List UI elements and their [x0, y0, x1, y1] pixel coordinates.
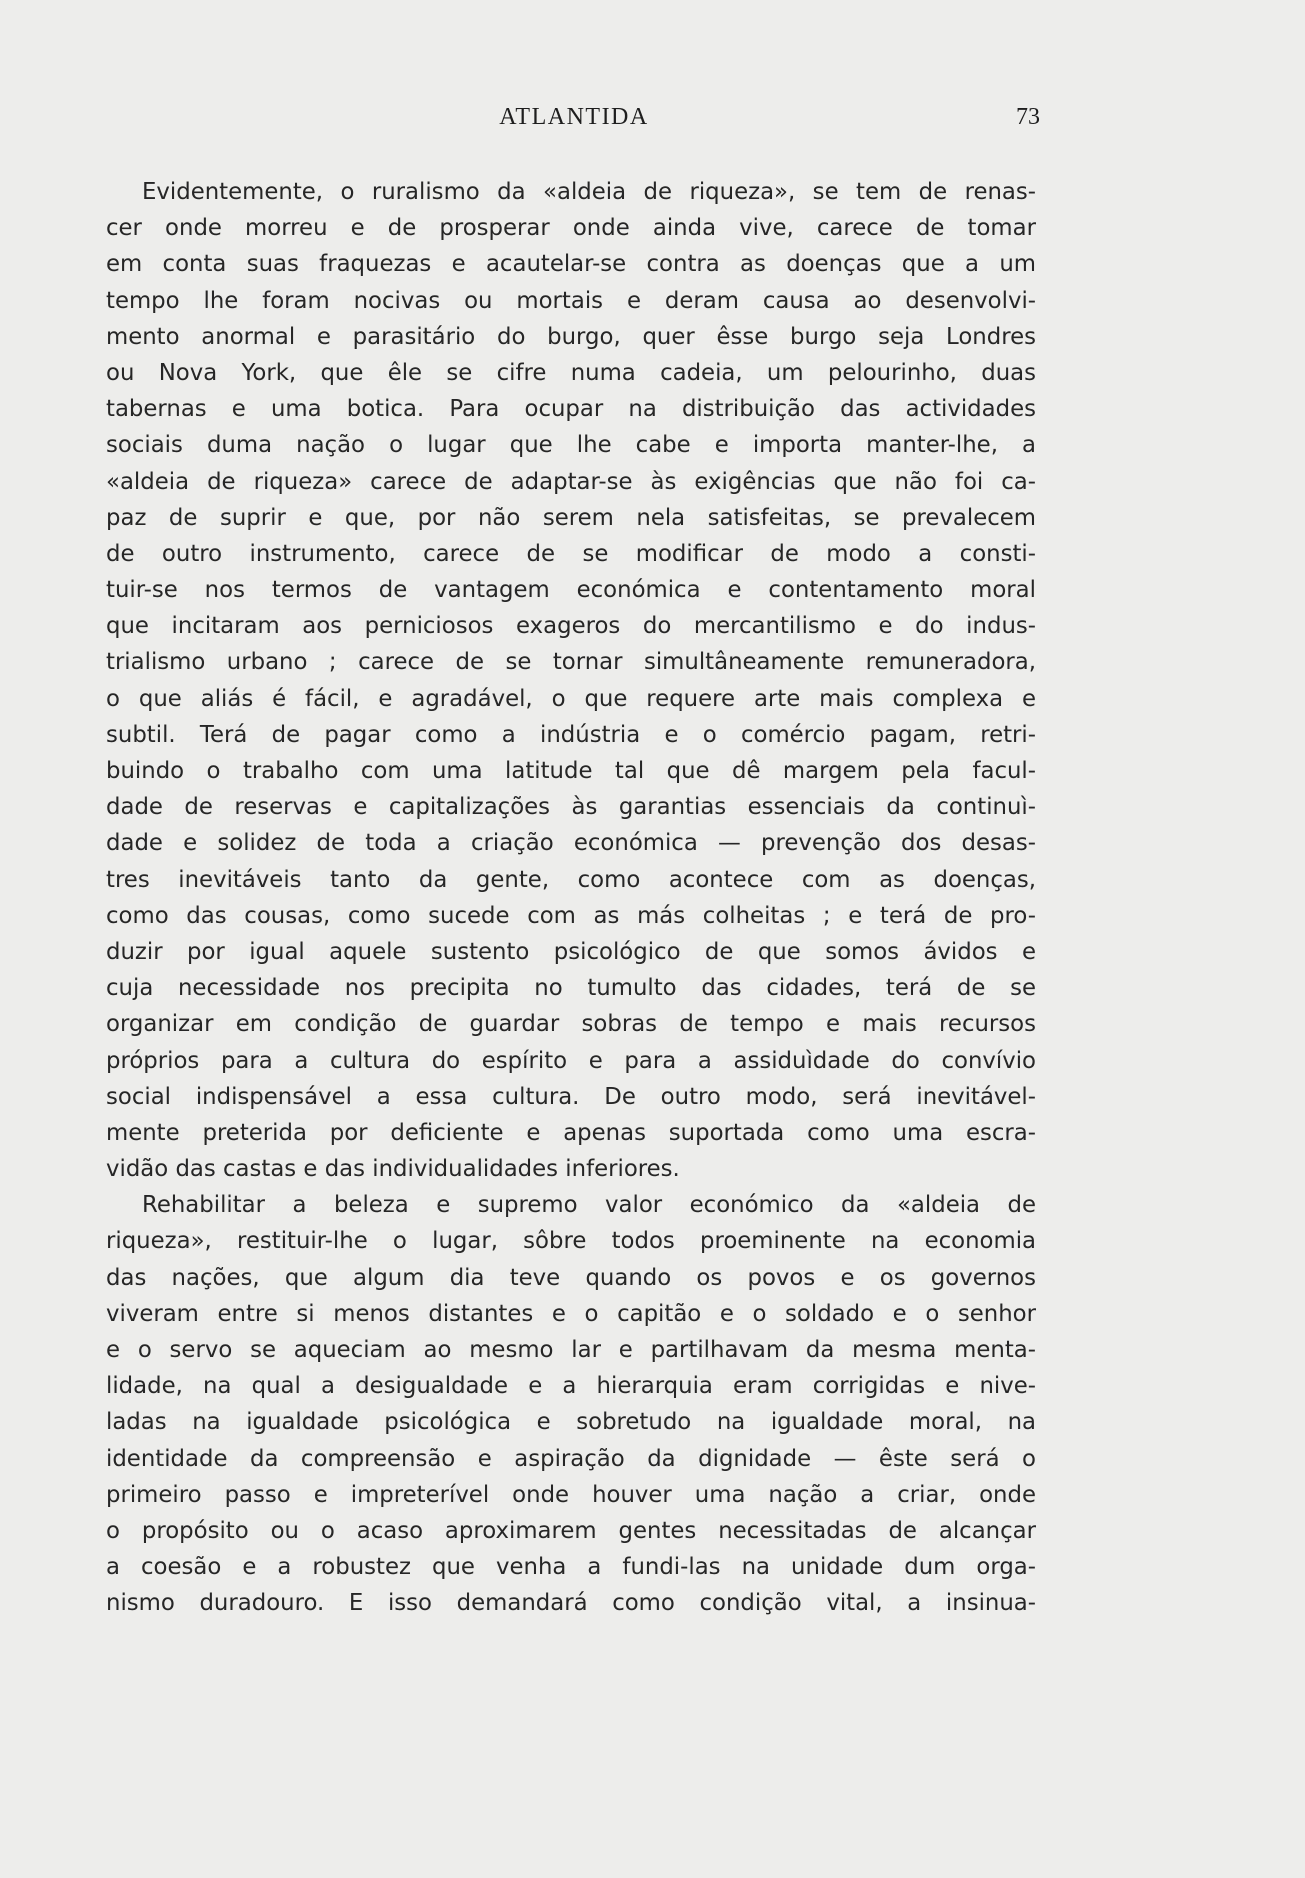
text-line: cer onde morreu e de prosperar onde ainda vive, carece de tomar [106, 215, 1036, 242]
text-line: Rehabilitar a beleza e supremo valor económico da «aldeia de [142, 1192, 1036, 1219]
text-line: mento anormal e parasitário do burgo, quer êsse burgo seja Londres [106, 323, 1036, 350]
text-line: organizar em condição de guardar sobras de tempo e mais recursos [106, 1011, 1036, 1038]
text-line: tempo lhe foram nocivas ou mortais e deram causa ao desenvolvi- [106, 287, 1036, 314]
text-line: tuir-se nos termos de vantagem económica e contentamento moral [106, 577, 1036, 604]
page-number: 73 [1016, 104, 1040, 130]
text-line: mente preterida por deficiente e apenas suportada como uma escra- [106, 1119, 1036, 1146]
text-line: tabernas e uma botica. Para ocupar na distribuição das actividades [106, 396, 1036, 423]
text-line: buindo o trabalho com uma latitude tal que dê margem pela facul- [106, 758, 1036, 784]
text-line: como das cousas, como sucede com as más colheitas ; e terá de pro- [106, 902, 1036, 929]
text-line: o propósito ou o acaso aproximarem gentes necessitadas de alcançar [106, 1517, 1036, 1544]
page-header [108, 104, 1040, 140]
text-line: lidade, na qual a desigualdade e a hierarquia eram corrigidas e nive- [106, 1373, 1036, 1400]
text-line: cuja necessidade nos precipita no tumulto das cidades, terá de se [106, 975, 1036, 1002]
text-line: ou Nova York, que êle se cifre numa cadeia, um pelourinho, duas [106, 359, 1036, 386]
text-line: das nações, que algum dia teve quando os povos e os governos [106, 1264, 1036, 1291]
text-line: de outro instrumento, carece de se modificar de modo a consti- [106, 540, 1036, 567]
text-line: primeiro passo e impreterível onde houver uma nação a criar, onde [106, 1481, 1036, 1508]
text-line: sociais duma nação o lugar que lhe cabe e importa manter-lhe, a [106, 432, 1036, 459]
text-line: tres inevitáveis tanto da gente, como acontece com as doenças, [106, 866, 1036, 893]
text-line: riqueza», restituir-lhe o lugar, sôbre todos proeminente na economia [106, 1228, 1036, 1255]
text-line: dade de reservas e capitalizações às garantias essenciais da continuì- [106, 794, 1036, 821]
text-line: o que aliás é fácil, e agradável, o que requere arte mais complexa e [106, 685, 1036, 712]
text-line: e o servo se aqueciam ao mesmo lar e partilhavam da mesma menta- [106, 1337, 1036, 1363]
text-line: identidade da compreensão e aspiração da dignidade — êste será o [106, 1445, 1036, 1472]
paragraph-1 [106, 174, 1036, 1187]
running-title: ATLANTIDA [499, 104, 649, 130]
text-line: que incitaram aos perniciosos exageros do mercantilismo e do indus- [106, 613, 1036, 640]
text-line: subtil. Terá de pagar como a indústria e o comércio pagam, retri- [106, 721, 1036, 748]
body-text [106, 174, 1036, 1622]
text-line: viveram entre si menos distantes e o capitão e o soldado e o senhor [106, 1300, 1036, 1327]
text-line: trialismo urbano ; carece de se tornar simultâneamente remuneradora, [106, 649, 1036, 676]
text-line: paz de suprir e que, por não serem nela satisfeitas, se prevalecem [106, 504, 1036, 531]
text-line: em conta suas fraquezas e acautelar-se contra as doenças que a um [106, 251, 1036, 278]
text-line: nismo duradouro. E isso demandará como condição vital, a insinua- [106, 1590, 1036, 1617]
text-line: Evidentemente, o ruralismo da «aldeia de riqueza», se tem de renas- [142, 179, 1036, 205]
text-line: próprios para a cultura do espírito e para a assiduìdade do convívio [106, 1047, 1036, 1074]
text-line: social indispensável a essa cultura. De outro modo, será inevitável- [106, 1083, 1036, 1110]
text-line: a coesão e a robustez que venha a fundi-las na unidade dum orga- [106, 1554, 1036, 1581]
paragraph-2 [106, 1187, 1036, 1621]
text-line: «aldeia de riqueza» carece de adaptar-se às exigências que não foi ca- [106, 468, 1036, 495]
text-line: ladas na igualdade psicológica e sobretudo na igualdade moral, na [106, 1409, 1036, 1436]
text-line: duzir por igual aquele sustento psicológico de que somos ávidos e [106, 938, 1036, 965]
text-line: vidão das castas e das individualidades inferiores. [106, 1156, 680, 1183]
text-line: dade e solidez de toda a criação económica — prevenção dos desas- [106, 830, 1036, 857]
